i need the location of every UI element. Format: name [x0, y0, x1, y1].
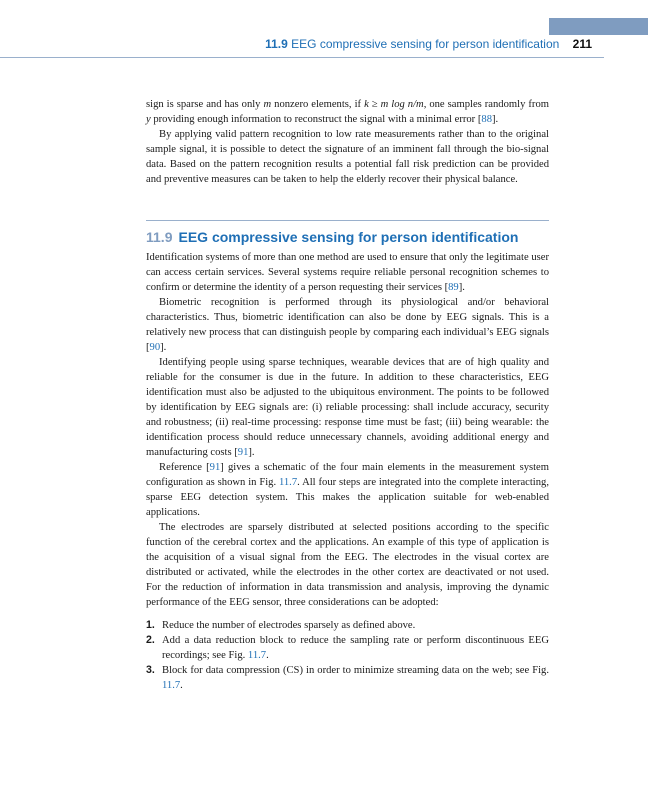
citation-link[interactable]: 91	[237, 447, 249, 458]
running-header-title: EEG compressive sensing for person identification	[291, 37, 560, 51]
math-condition: k ≥ m log n/m	[364, 99, 424, 110]
list-item	[146, 618, 549, 633]
section-title: EEG compressive sensing for person identification	[178, 229, 519, 245]
text-run: ] gives a schematic of the four main elements in the measurement system configuration as shown in Fig.	[146, 462, 549, 488]
list-number: 1.	[146, 619, 155, 631]
citation-link[interactable]: 91	[209, 462, 221, 473]
text-run: . All four steps are integrated into the complete interacting, sparse EEG detection system. This makes the application suitable for web-enabled applications.	[146, 477, 549, 518]
list-item	[146, 663, 549, 693]
text-run: ].	[458, 282, 465, 293]
section-paragraph-1	[146, 250, 549, 295]
section-paragraph-3	[146, 355, 549, 460]
section-paragraph-5: The electrodes are sparsely distributed at selected positions according to the specific function of the cerebral cortex and the applications. An example of this type of application is the acquisition of a visual signal from the EEG. The electrodes in the visual cortex are distributed or activated, while the electrodes in the other cortex are deactivated or not used. For the reduction of information in data transmission and analysis, improving the dynamic performance of the EEG sensor, three considerations can be adopted:	[146, 522, 549, 608]
header-rule	[0, 57, 604, 58]
section-number: 11.9	[146, 229, 173, 245]
citation-link[interactable]: 89	[448, 282, 459, 293]
text-run: ].	[248, 447, 255, 458]
running-header-section-number: 11.9	[265, 37, 288, 51]
text-run: Block for data compression (CS) in order to minimize streaming data on the web; see Fig.	[162, 665, 549, 676]
citation-link[interactable]: 90	[149, 342, 161, 353]
section-heading	[146, 228, 549, 246]
text-run: Biometric recognition is performed through its physiological and/or behavioral characteristics. Thus, biometric identification can also be done by EEG signals. This is a relatively new process that can distinguish people by comparing each individual’s EEG signals [	[146, 297, 549, 353]
text-run: sign is sparse and has only	[146, 99, 264, 110]
figure-link[interactable]: 11.7	[278, 477, 298, 488]
text-run: .	[180, 680, 183, 691]
text-run: ].	[491, 114, 499, 125]
figure-link[interactable]: 11.7	[247, 650, 267, 661]
section-rule	[146, 220, 549, 221]
text-run: , one samples randomly from	[423, 99, 549, 110]
page-body	[146, 97, 549, 693]
list-number: 2.	[146, 634, 155, 646]
text-run: providing enough information to reconstruct the signal with a minimal error [	[150, 114, 482, 125]
section-paragraph-2	[146, 295, 549, 355]
text-run: Reduce the number of electrodes sparsely as defined above.	[162, 620, 416, 631]
figure-link[interactable]: 11.7	[162, 680, 181, 691]
citation-link[interactable]: 88	[481, 114, 492, 125]
text-run: .	[266, 650, 269, 661]
page-tab-accent	[549, 18, 648, 35]
intro-paragraph-2: By applying valid pattern recognition to low rate measurements rather than to the original sample signal, it is possible to detect the signature of an imminent fall through the bio-signal data. Based on the pattern recognition results a potential fall risk prediction can be provided and preventive measures can be taken to help the elderly recover their physical balance.	[146, 129, 549, 185]
math-y: y	[146, 114, 151, 125]
running-header	[265, 36, 592, 52]
math-m: m	[263, 99, 272, 110]
page-number: 211	[572, 37, 592, 51]
text-run: ].	[160, 342, 167, 353]
list-number: 3.	[146, 664, 155, 676]
section-paragraph-4	[146, 460, 549, 520]
text-run: nonzero elements, if	[271, 99, 365, 110]
text-run: Identification systems of more than one method are used to ensure that only the legitimate user can access certain services. Several systems require reliable personal recognition schemes to confirm or determine the identity of a person requesting their services [	[146, 252, 549, 293]
text-run: Reference [	[159, 462, 210, 473]
considerations-list	[146, 618, 549, 693]
text-run: Add a data reduction block to reduce the sampling rate or perform discontinuous EEG recordings; see Fig.	[162, 635, 549, 661]
intro-paragraph-1	[146, 97, 549, 127]
text-run: Identifying people using sparse techniques, wearable devices that are of high quality and reliable for the consumer is due in the future. In addition to these characteristics, EEG identification must also be adjusted to the ubiquitous environment. The points to be followed by identification by EEG signals are: (i) reliable processing: shall include accuracy, security and robustness; (ii) real-time processing: response time must be fast; (iii) being wearable: the identification process should reduce unnecessary channels, avoiding additional energy and manufacturing costs [	[146, 357, 549, 458]
list-item	[146, 633, 549, 663]
